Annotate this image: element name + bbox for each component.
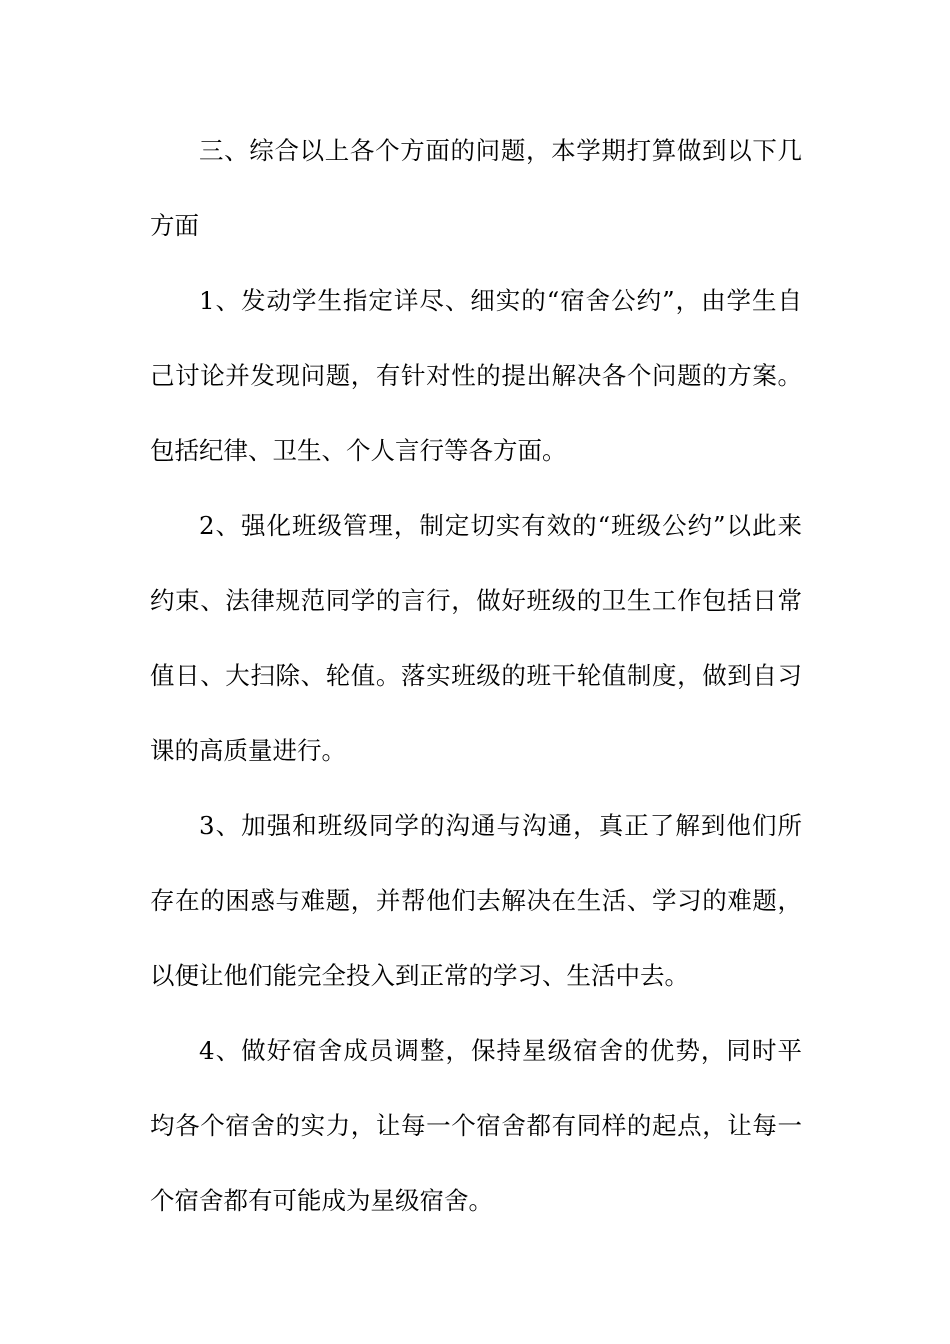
document-body [150,113,802,1238]
paragraph-item-1: 1、发动学生指定详尽、细实的“宿舍公约”，由学生自己讨论并发现问题，有针对性的提出解决各个问题的方案。包括纪律、卫生、个人言行等各方面。 [150,286,802,465]
paragraph-item-2: 2、强化班级管理，制定切实有效的“班级公约”以此来约束、法律规范同学的言行，做好班级的卫生工作包括日常值日、大扫除、轮值。落实班级的班干轮值制度，做到自习课的高质量进行。 [150,511,802,765]
paragraph-item-3: 3、加强和班级同学的沟通与沟通，真正了解到他们所存在的困惑与难题，并帮他们去解决在生活、学习的难题，以便让他们能完全投入到正常的学习、生活中去。 [150,811,802,990]
paragraph-section-heading: 三、综合以上各个方面的问题，本学期打算做到以下几方面 [150,136,802,240]
paragraph-item-4: 4、做好宿舍成员调整，保持星级宿舍的优势，同时平均各个宿舍的实力，让每一个宿舍都有同样的起点，让每一个宿舍都有可能成为星级宿舍。 [150,1036,802,1215]
